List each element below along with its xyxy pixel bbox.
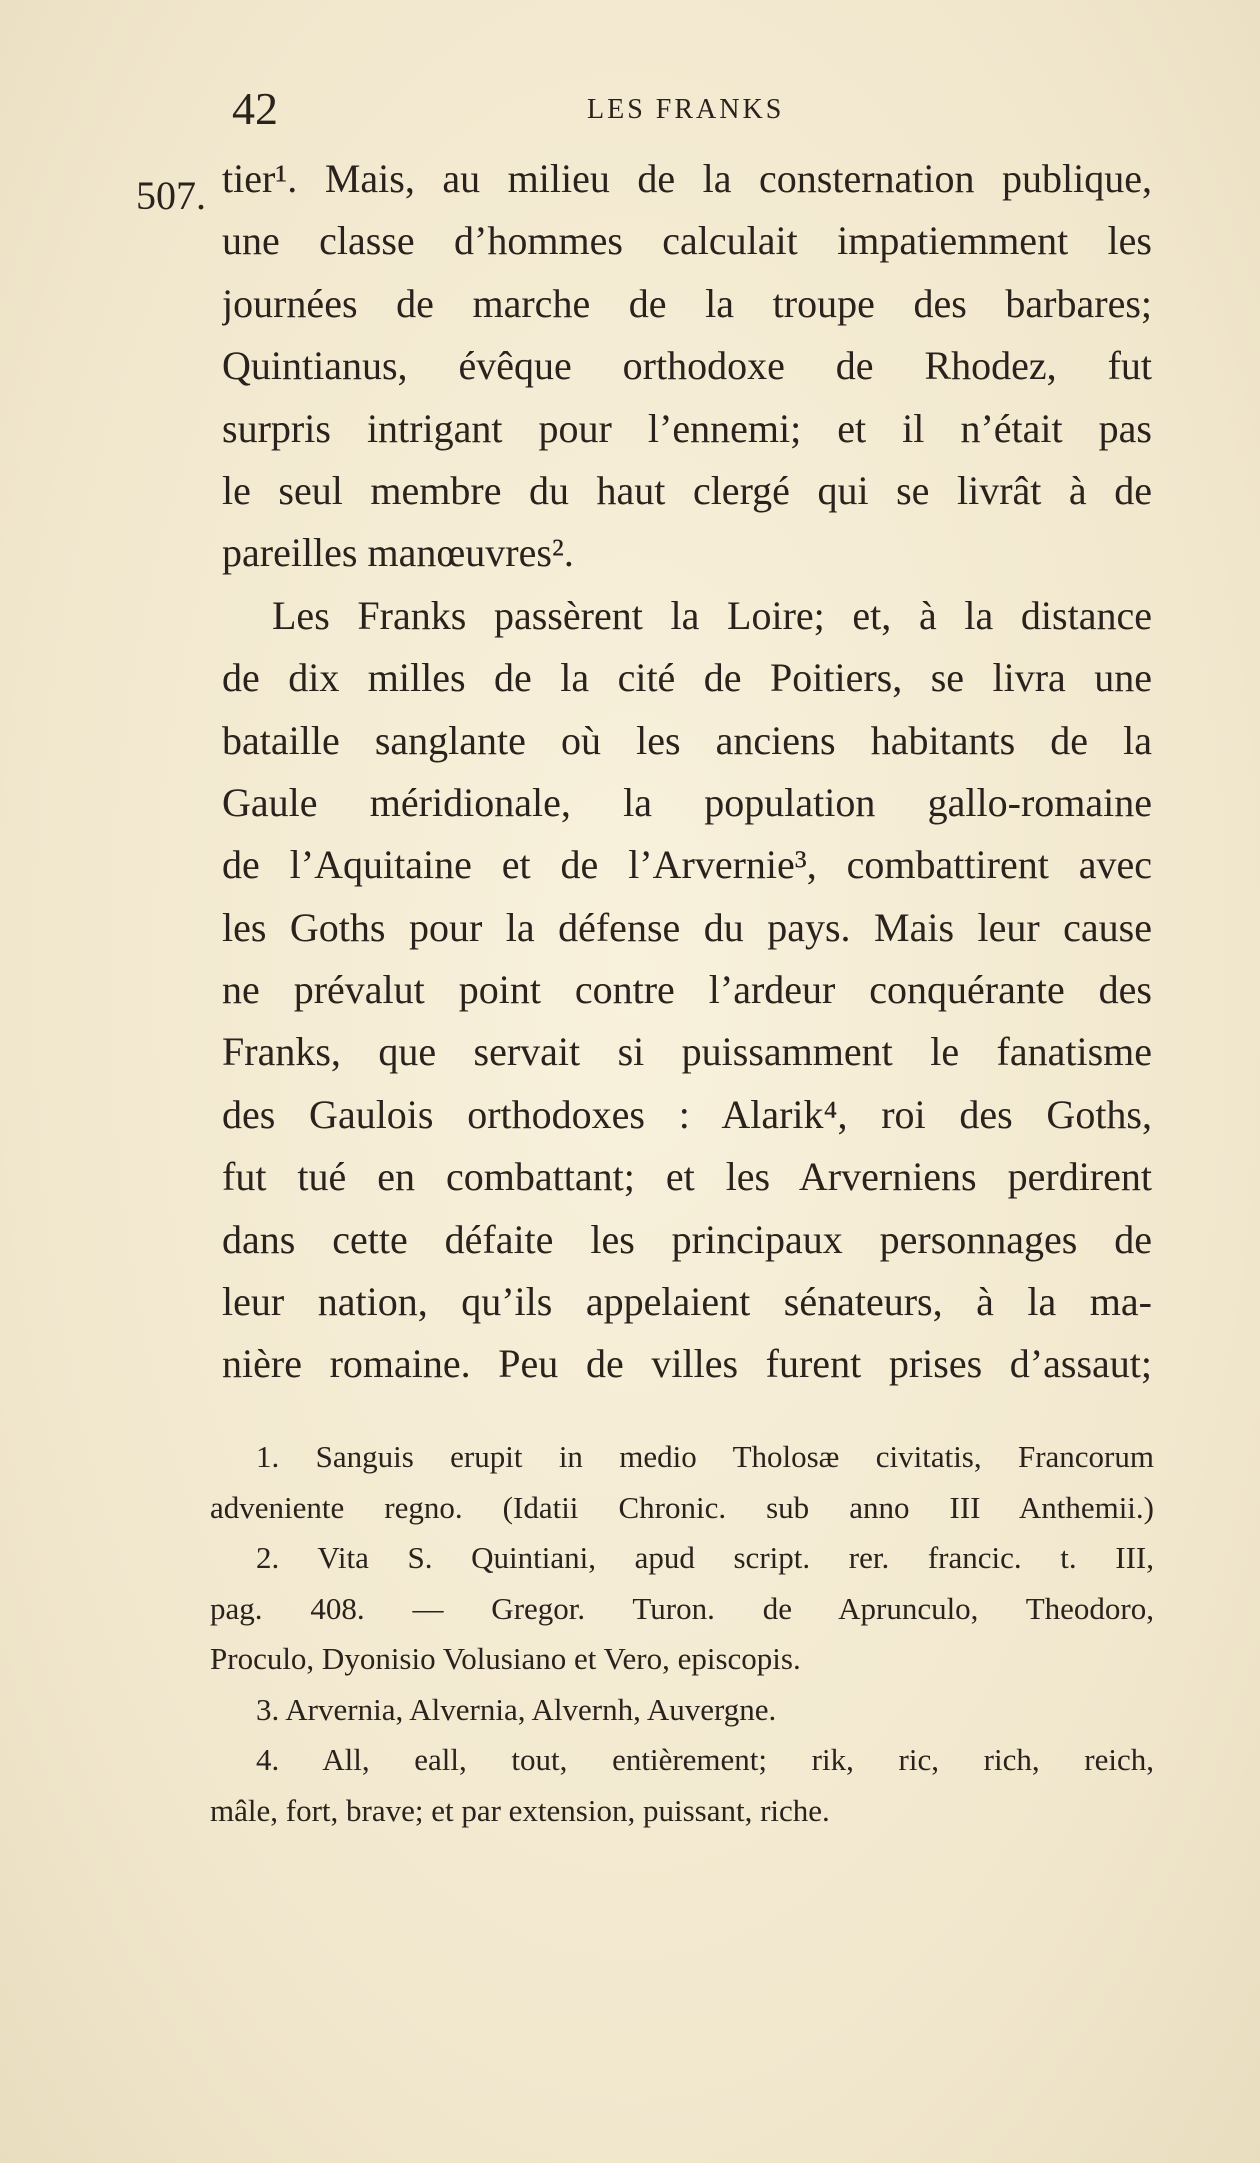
footnote-line: 3. Arvernia, Alvernia, Alvernh, Auvergne. <box>256 1691 777 1727</box>
footnote-line: 1. Sanguis erupit in medio Tholosæ civitatis, Francorum <box>256 1439 1154 1474</box>
footnote-line: mâle, fort, brave; et par extension, puissant, riche. <box>210 1792 830 1828</box>
body-text <box>222 148 1152 1396</box>
body-line: Franks, que servait si puissamment le fanatisme <box>222 1029 1152 1075</box>
body-line: leur nation, qu’ils appelaient sénateurs, à la ma- <box>222 1279 1152 1325</box>
body-line: bataille sanglante où les anciens habitants de la <box>222 717 1152 763</box>
body-line: les Goths pour la défense du pays. Mais leur cause <box>222 904 1152 950</box>
footnote-line: Proculo, Dyonisio Volusiano et Vero, episcopis. <box>210 1641 801 1676</box>
body-line: une classe d’hommes calculait impatiemment les <box>222 218 1152 264</box>
body-line: de l’Aquitaine et de l’Arvernie³, combattirent avec <box>222 842 1152 888</box>
body-line: fut tué en combattant; et les Arverniens perdirent <box>222 1154 1152 1200</box>
running-title: LES FRANKS <box>587 94 785 125</box>
body-line: dans cette défaite les principaux personnages de <box>222 1216 1152 1262</box>
body-line: Gaule méridionale, la population gallo-romaine <box>222 779 1152 825</box>
body-line: des Gaulois orthodoxes : Alarik⁴, roi des Goths, <box>222 1091 1152 1137</box>
body-line: de dix milles de la cité de Poitiers, se livra une <box>222 655 1152 701</box>
body-line: pareilles manœuvres². <box>222 530 574 576</box>
page-header <box>232 82 1152 142</box>
footnote-line: 2. Vita S. Quintiani, apud script. rer. francic. t. III, <box>256 1540 1154 1575</box>
body-line: Les Franks passèrent la Loire; et, à la distance <box>272 592 1152 638</box>
body-line: ne prévalut point contre l’ardeur conquérante des <box>222 967 1152 1013</box>
footnote-line: 4. All, eall, tout, entièrement; rik, ric, rich, reich, <box>256 1742 1154 1777</box>
body-line: surpris intrigant pour l’ennemi; et il n’était pas <box>222 405 1152 451</box>
body-line: tier¹. Mais, au milieu de la consternation publique, <box>222 156 1152 201</box>
body-line: Quintianus, évêque orthodoxe de Rhodez, fut <box>222 343 1152 389</box>
body-line: journées de marche de la troupe des barbares; <box>222 280 1152 326</box>
page-number: 42 <box>232 83 278 134</box>
footnotes <box>210 1432 1154 1836</box>
body-line: nière romaine. Peu de villes furent prises d’assaut; <box>222 1341 1152 1387</box>
footnote-line: pag. 408. — Gregor. Turon. de Aprunculo, Theodoro, <box>210 1590 1154 1626</box>
footnote-line: adveniente regno. (Idatii Chronic. sub anno III Anthemii.) <box>210 1489 1154 1525</box>
margin-year-note: 507. <box>136 173 206 218</box>
body-line: le seul membre du haut clergé qui se livrât à de <box>222 467 1152 513</box>
